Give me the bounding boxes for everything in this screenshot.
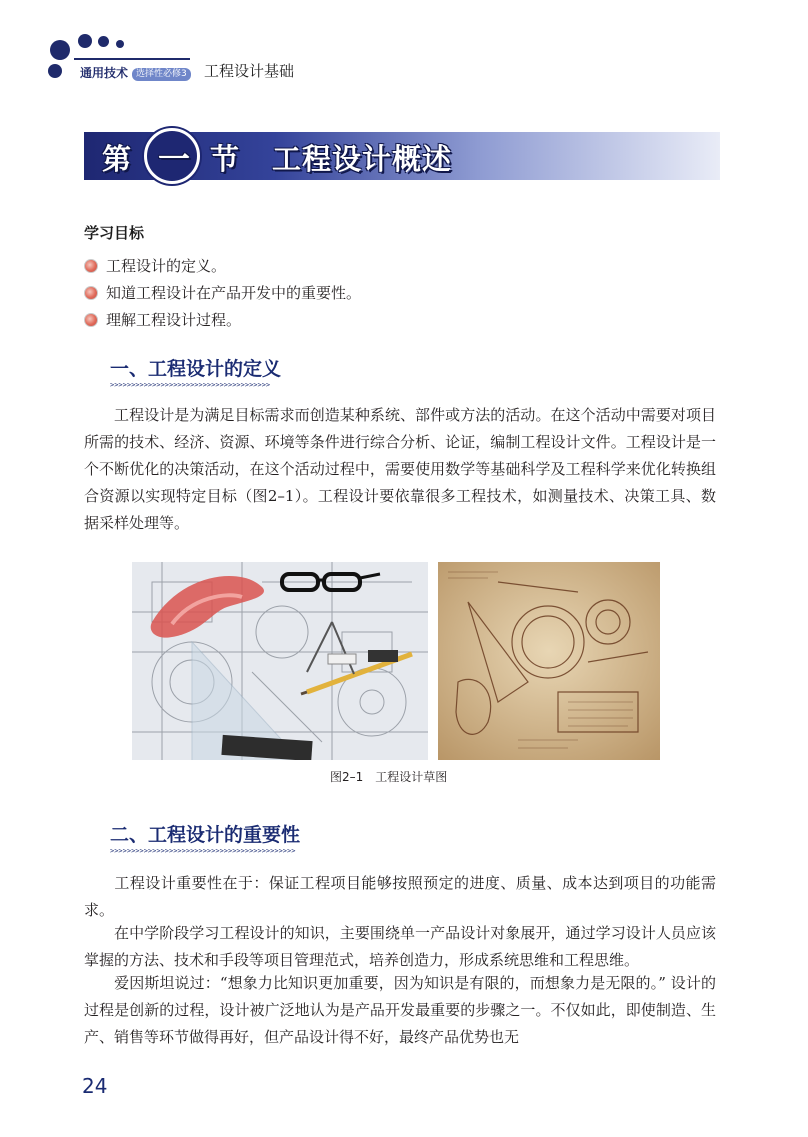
section-jie: 节 bbox=[210, 142, 240, 176]
page-number: 24 bbox=[82, 1074, 108, 1098]
section-number: 一 bbox=[158, 140, 191, 178]
section-banner bbox=[84, 132, 720, 180]
chapter-title: 工程设计基础 bbox=[204, 62, 295, 80]
objectives-heading: 学习目标 bbox=[84, 224, 145, 242]
part1-heading: 一、工程设计的定义 bbox=[110, 358, 282, 380]
part1-heading-dots: >>>>>>>>>>>>>>>>>>>>>>>>>>>>>>>>>>>>>> bbox=[110, 382, 271, 388]
part1-paragraph: 工程设计是为满足目标需求而创造某种系统、部件或方法的活动。在这个活动中需要对项目所需的技术、经济、资源、环境等条件进行综合分析、论证，编制工程设计文件。工程设计是一个不断优化的决策活动，在这个活动过程中，需要使用数学等基础科学及工程科学来优化转换组合资源以实现特定目标（图2–1）。工程设计要依靠很多工程技术，如测量技术、决策工具、数据采样处理等。 bbox=[84, 406, 716, 532]
objective-item: 理解工程设计过程。 bbox=[84, 306, 361, 333]
book-name: 通用技术 选择性必修3 bbox=[80, 64, 191, 81]
section-di: 第 bbox=[102, 142, 132, 176]
objectives-list bbox=[84, 252, 361, 333]
part2-paragraph-1: 工程设计重要性在于：保证工程项目能够按照预定的进度、质量、成本达到项目的功能需求。 bbox=[84, 874, 716, 919]
section-title: 工程设计概述 bbox=[272, 142, 453, 176]
figure-caption: 图2–1 工程设计草图 bbox=[330, 770, 448, 784]
part2-heading: 二、工程设计的重要性 bbox=[110, 824, 301, 846]
bullet-dot-icon bbox=[84, 313, 98, 327]
header-rule bbox=[74, 58, 190, 60]
objective-item: 知道工程设计在产品开发中的重要性。 bbox=[84, 279, 361, 306]
drafting-tools-illustration bbox=[132, 562, 428, 760]
bullet-dot-icon bbox=[84, 259, 98, 273]
leonardo-sketch-illustration bbox=[438, 562, 660, 760]
objective-item: 工程设计的定义。 bbox=[84, 252, 361, 279]
book-volume-tag: 选择性必修3 bbox=[132, 68, 191, 81]
part2-heading-dots: >>>>>>>>>>>>>>>>>>>>>>>>>>>>>>>>>>>>>>>>>>>> bbox=[110, 848, 296, 854]
part2-paragraph-3: 爱因斯坦说过：“想象力比知识更加重要，因为知识是有限的，而想象力是无限的。” 设计的过程是创新的过程，设计被广泛地认为是产品开发最重要的步骤之一。不仅如此，即使制造、生产、销售等环节做得再好，但产品设计得不好，最终产品优势也无 bbox=[84, 974, 716, 1046]
bullet-dot-icon bbox=[84, 286, 98, 300]
part2-paragraph-2: 在中学阶段学习工程设计的知识，主要围绕单一产品设计对象展开，通过学习设计人员应该掌握的方法、技术和手段等项目管理范式，培养创造力，形成系统思维和工程思维。 bbox=[84, 924, 716, 969]
